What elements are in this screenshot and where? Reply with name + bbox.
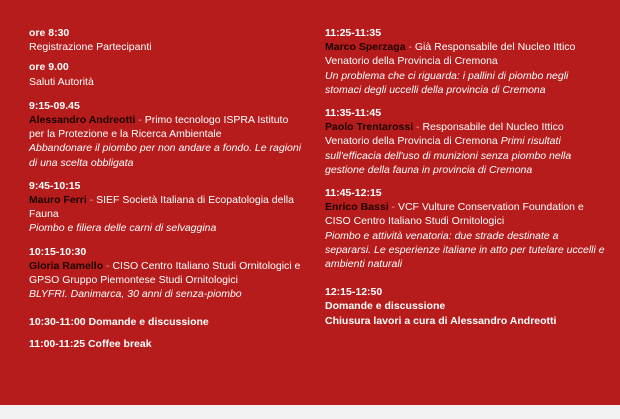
speaker-role: CISO Centro Italiano Studi Ornitologici e GPSO Gruppo Piemontese Studi Ornitologici: [29, 259, 301, 287]
program-entry: [325, 26, 605, 97]
entry-time: 12:15-12:50: [325, 286, 383, 299]
program-entry: [325, 106, 605, 177]
speaker-role: VCF Vulture Conservation Foundation e CISO Centro Italiano Studi Ornitologici: [325, 201, 584, 228]
program-left-column: [29, 26, 304, 360]
speaker-role: Già Responsabile del Nucleo Ittico Venatorio della Provincia di Cremona: [325, 41, 576, 68]
speaker-name: Mauro Ferri: [29, 194, 87, 207]
closing-line-discussion: Domande e discussione: [325, 300, 446, 313]
separator-dash: -: [388, 201, 398, 214]
separator-dash: -: [103, 259, 113, 272]
talk-title: Un problema che ci riguarda: i pallini di piombo negli stomaci degli uccelli della provincia di Cremona: [325, 69, 569, 96]
program-entry: [29, 26, 304, 54]
program-entry: [29, 179, 304, 236]
speaker-name: Paolo Trentarossi: [325, 121, 414, 134]
separator-dash: -: [135, 114, 145, 127]
talk-title: Primi risultati sull'efficacia dell'uso di munizioni senza piombo nella gestione della fauna in provincia di Cremona: [325, 135, 572, 176]
talk-title: Piombo e attività venatoria: due strade destinate a separarsi. Le esperienze italiane in atto per tutelare uccelli e ambienti naturali: [325, 229, 605, 271]
program-entry: [29, 60, 304, 88]
entry-time: ore 9.00: [29, 61, 69, 74]
program-entry: [29, 245, 304, 302]
entry-text: Saluti Autorità: [29, 75, 94, 88]
talk-title: BLYFRI. Danimarca, 30 anni di senza-piombo: [29, 288, 242, 301]
entry-time: 10:15-10:30: [29, 245, 87, 258]
page-bottom-margin: [0, 405, 620, 419]
entry-time: 9:45-10:15: [29, 179, 81, 192]
program-right-column: [325, 26, 605, 337]
speaker-role: SIEF Società Italiana di Ecopatologia della Fauna: [29, 194, 294, 221]
entry-time: 11:25-11:35: [325, 27, 382, 39]
talk-title: Piombo e filiera delle carni di selvaggina: [29, 222, 217, 235]
separator-dash: -: [413, 121, 423, 134]
speaker-role: Primo tecnologo ISPRA Istituto per la Protezione e la Ricerca Ambientale: [29, 114, 289, 141]
separator-dash: -: [86, 194, 97, 207]
entry-time: 11:35-11:45: [325, 107, 382, 120]
speaker-role: Responsabile del Nucleo Ittico Venatorio della Provincia di Cremona: [325, 121, 564, 148]
closing-line-chair: Chiusura lavori a cura di Alessandro Andreotti: [325, 314, 557, 327]
entry-time: 11:45-12:15: [325, 187, 382, 200]
separator-dash: -: [405, 41, 415, 54]
program-entry: [325, 186, 605, 271]
speaker-name: Gloria Ramello: [29, 259, 104, 272]
entry-time: ore 8:30: [29, 27, 70, 39]
program-entry-closing: [325, 285, 605, 328]
program-entry: [29, 99, 304, 170]
speaker-name: Marco Sperzaga: [325, 41, 406, 54]
entry-text: Registrazione Partecipanti: [29, 41, 152, 54]
speaker-name: Enrico Bassi: [325, 201, 389, 214]
program-entry-coffee-break: 11:00-11:25 Coffee break: [29, 337, 152, 350]
program-entry-discussion: 10:30-11:00 Domande e discussione: [29, 316, 209, 329]
talk-title: Abbandonare il piombo per non andare a fondo. Le ragioni di una scelta obbligata: [29, 142, 302, 169]
speaker-name: Alessandro Andreotti: [29, 114, 136, 127]
entry-time: 9:15-09.45: [29, 99, 80, 112]
